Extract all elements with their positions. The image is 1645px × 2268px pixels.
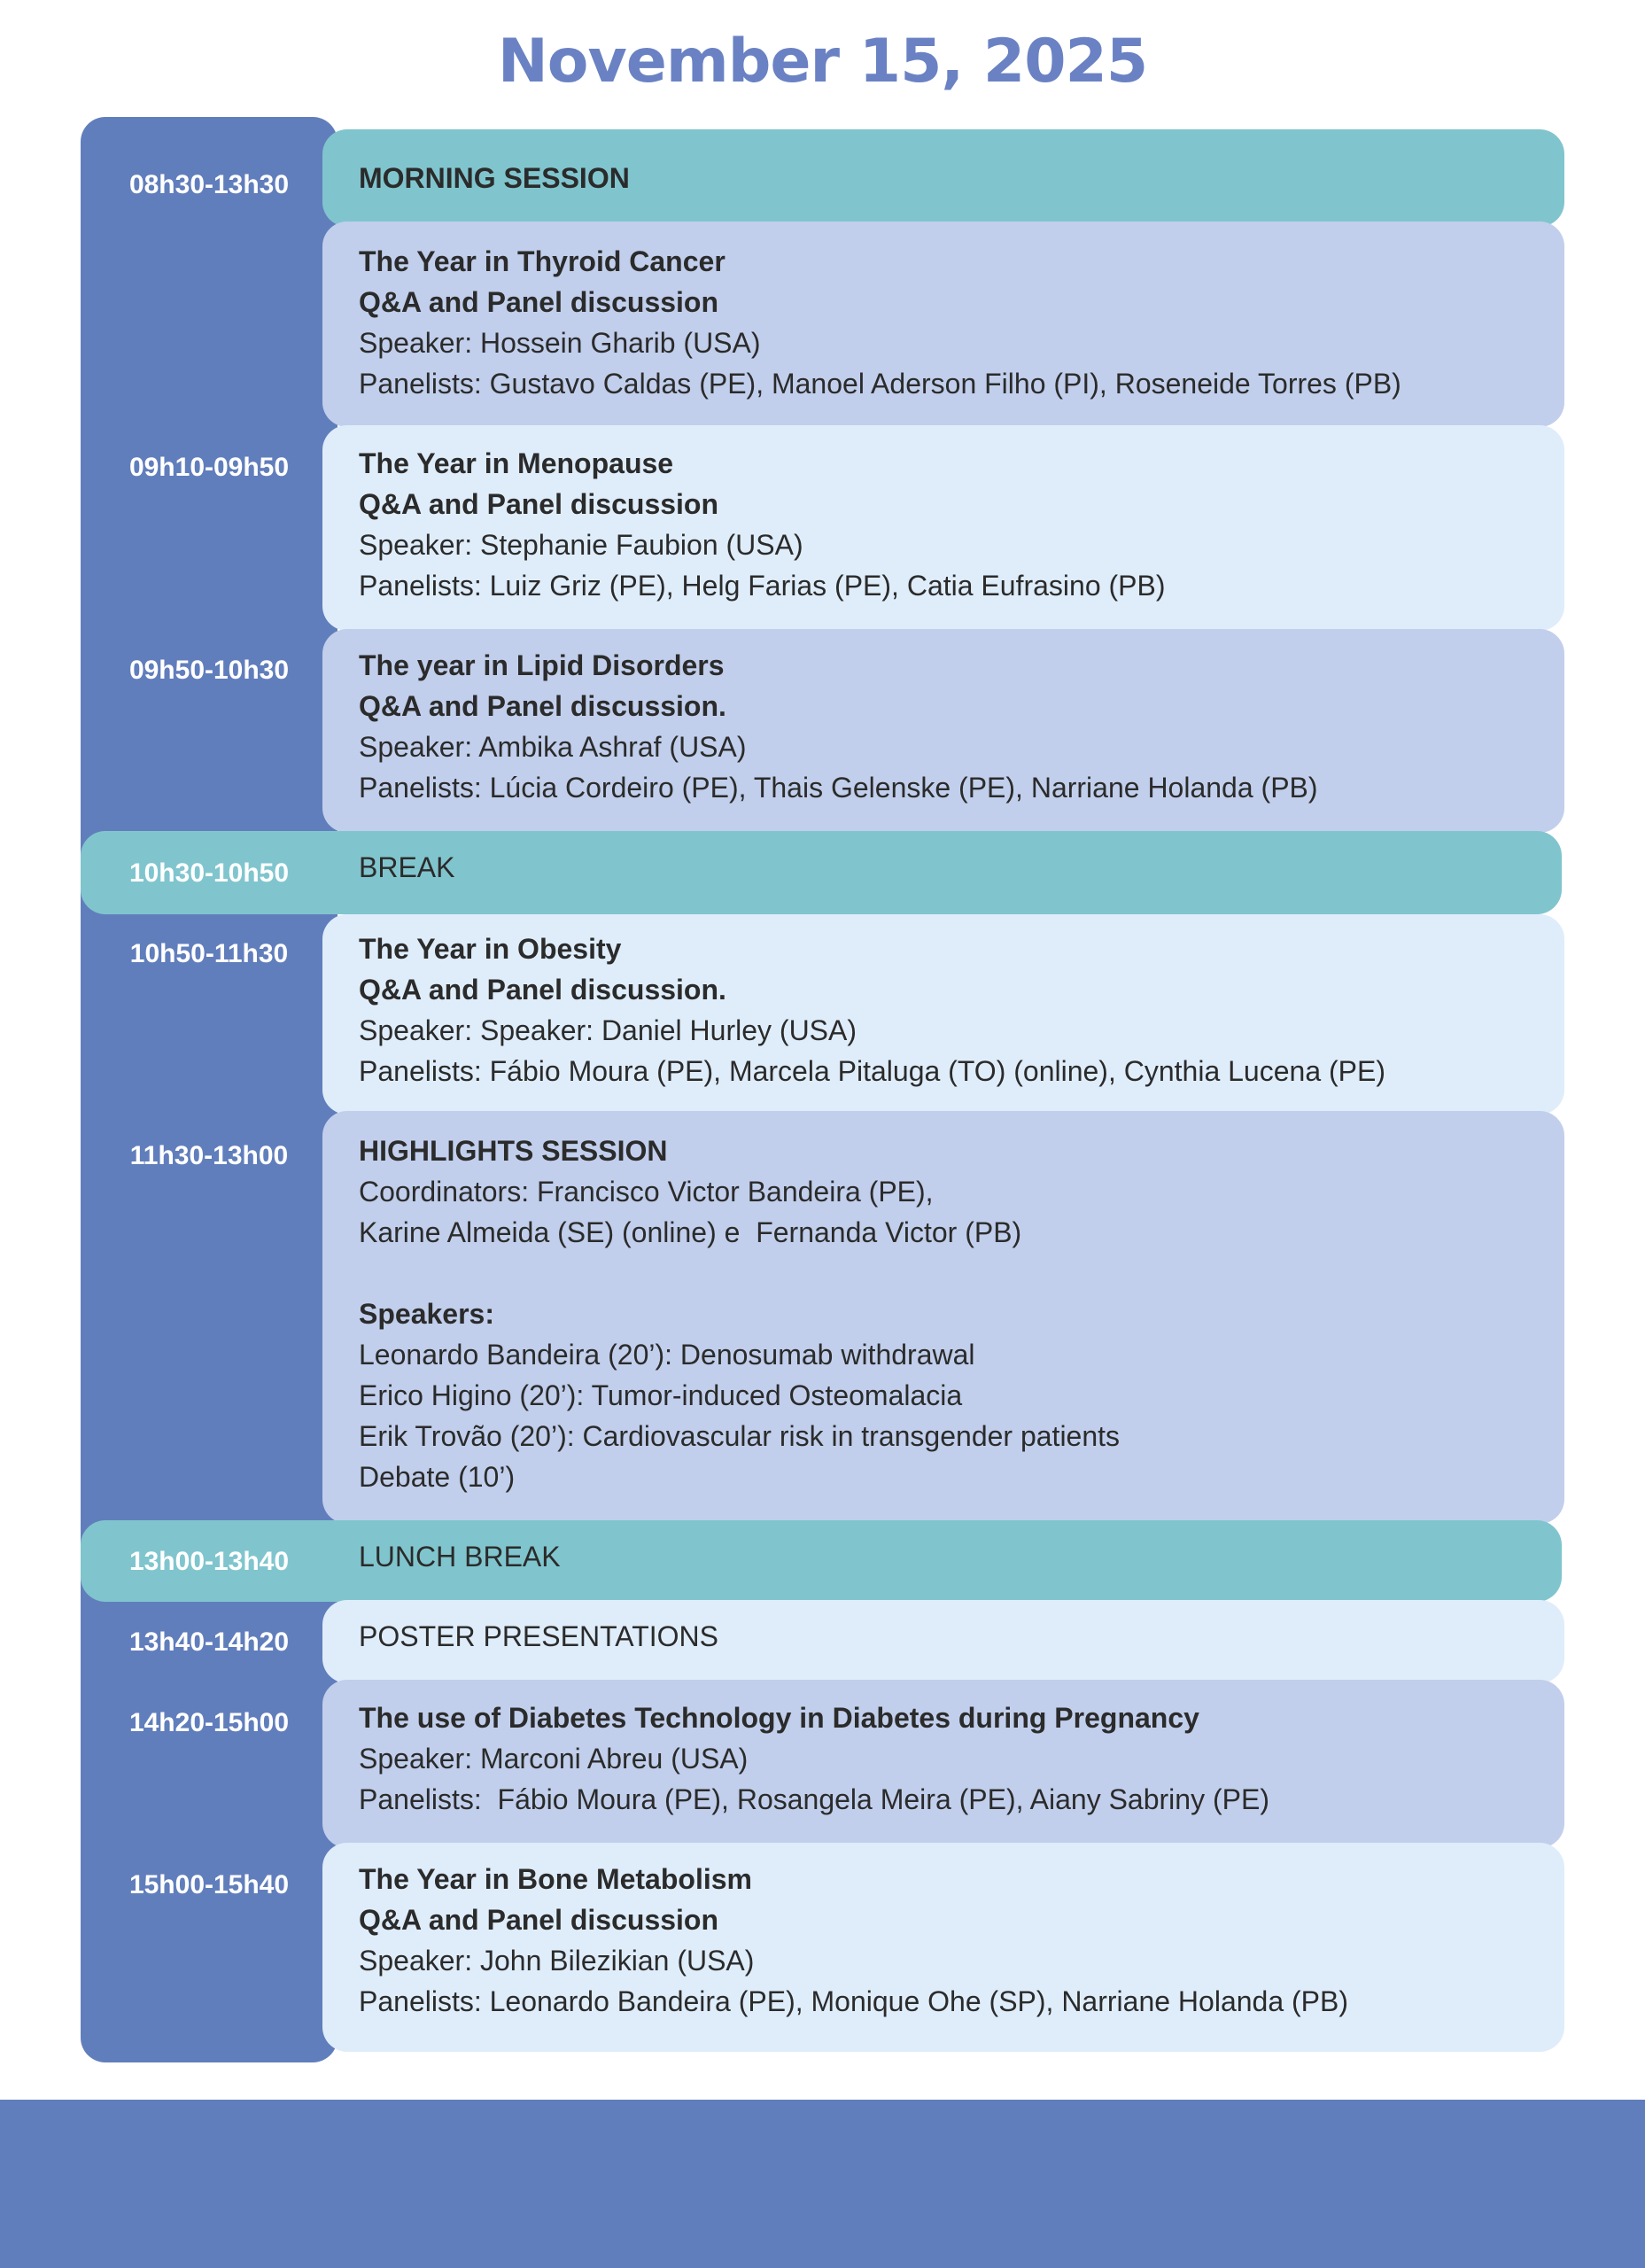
session-time: 14h20-15h00 (128, 1708, 290, 1737)
session-lipid-disorders (322, 629, 1564, 833)
session-panelists: Panelists: Gustavo Caldas (PE), Manoel Aderson Filho (PI), Roseneide Torres (PB) (359, 368, 1401, 400)
break-time: 10h30-10h50 (128, 858, 290, 888)
talk-item: Debate (10’) (359, 1461, 516, 1493)
poster-presentations-row (322, 1600, 1564, 1683)
footer-band (0, 2100, 1645, 2268)
lunch-break-time: 13h00-13h40 (128, 1547, 290, 1576)
spacer (359, 1253, 1564, 1293)
session-diabetes-technology (322, 1680, 1564, 1848)
session-bone-metabolism (322, 1843, 1564, 2052)
poster-presentations-label: POSTER PRESENTATIONS (359, 1620, 718, 1652)
speakers-heading: Speakers: (359, 1298, 494, 1330)
session-obesity (322, 914, 1564, 1115)
session-format: Q&A and Panel discussion (359, 488, 719, 520)
session-thyroid-cancer (322, 221, 1564, 427)
session-title: HIGHLIGHTS SESSION (359, 1135, 668, 1167)
session-time: 09h50-10h30 (128, 656, 290, 685)
session-panelists: Panelists: Lúcia Cordeiro (PE), Thais Gelenske (PE), Narriane Holanda (PB) (359, 772, 1318, 804)
talk-item: Erico Higino (20’): Tumor-induced Osteomalacia (359, 1379, 963, 1411)
session-time: 13h40-14h20 (128, 1627, 290, 1657)
session-speaker: Speaker: John Bilezikian (USA) (359, 1945, 755, 1977)
session-time: 15h00-15h40 (128, 1870, 290, 1899)
session-title: The use of Diabetes Technology in Diabetes during Pregnancy (359, 1702, 1199, 1734)
session-format: Q&A and Panel discussion. (359, 690, 726, 722)
session-speaker: Speaker: Marconi Abreu (USA) (359, 1743, 749, 1775)
session-format: Q&A and Panel discussion. (359, 974, 726, 1006)
session-time: 09h10-09h50 (128, 453, 290, 482)
session-speaker: Speaker: Stephanie Faubion (USA) (359, 529, 803, 561)
session-title: The year in Lipid Disorders (359, 649, 725, 681)
session-coordinators-cont: Karine Almeida (SE) (online) e Fernanda Victor (PB) (359, 1216, 1022, 1248)
morning-session-time: 08h30-13h30 (128, 170, 290, 199)
session-speaker: Speaker: Hossein Gharib (USA) (359, 327, 761, 359)
session-panelists: Panelists: Fábio Moura (PE), Marcela Pitaluga (TO) (online), Cynthia Lucena (PE) (359, 1055, 1385, 1087)
session-title: The Year in Thyroid Cancer (359, 245, 726, 277)
session-speaker: Speaker: Ambika Ashraf (USA) (359, 731, 747, 763)
session-title: The Year in Obesity (359, 933, 622, 965)
session-time: 10h50-11h30 (129, 939, 289, 968)
session-time: 11h30-13h00 (129, 1141, 289, 1170)
session-highlights (322, 1111, 1564, 1524)
talk-item: Erik Trovão (20’): Cardiovascular risk in transgender patients (359, 1420, 1121, 1452)
timeline-column (81, 117, 338, 2062)
session-title: The Year in Bone Metabolism (359, 1863, 752, 1895)
session-panelists: Panelists: Luiz Griz (PE), Helg Farias (PE), Catia Eufrasino (PB) (359, 570, 1166, 602)
session-panelists: Panelists: Fábio Moura (PE), Rosangela Meira (PE), Aiany Sabriny (PE) (359, 1783, 1269, 1815)
page-title: November 15, 2025 (497, 27, 1148, 97)
morning-session-header (322, 129, 1564, 227)
session-format: Q&A and Panel discussion (359, 286, 719, 318)
morning-session-label: MORNING SESSION (359, 162, 630, 194)
talk-item: Leonardo Bandeira (20’): Denosumab withdrawal (359, 1339, 975, 1371)
session-speaker: Speaker: Speaker: Daniel Hurley (USA) (359, 1014, 857, 1046)
session-panelists: Panelists: Leonardo Bandeira (PE), Monique Ohe (SP), Narriane Holanda (PB) (359, 1985, 1349, 2017)
session-title: The Year in Menopause (359, 447, 674, 479)
lunch-break-label: LUNCH BREAK (359, 1541, 561, 1573)
session-format: Q&A and Panel discussion (359, 1904, 719, 1936)
session-menopause (322, 425, 1564, 631)
session-coordinators: Coordinators: Francisco Victor Bandeira (PE), (359, 1176, 934, 1208)
break-label: BREAK (359, 851, 455, 883)
